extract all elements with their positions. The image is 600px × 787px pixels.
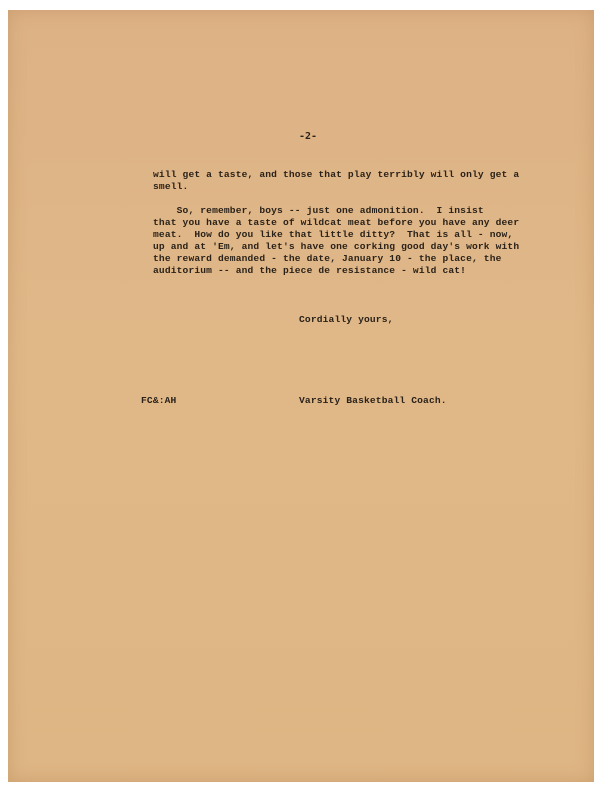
paragraph-2-line-4: up and at 'Em, and let's have one corking good day's work with <box>153 241 520 252</box>
signature-title: Varsity Basketball Coach. <box>299 395 447 406</box>
paragraph-1-line-2: smell. <box>153 181 189 192</box>
initials: FC&:AH <box>141 395 177 406</box>
paragraph-1-line-1: will get a taste, and those that play terribly will only get a <box>153 169 520 180</box>
paragraph-2-line-3: meat. How do you like that little ditty? That is all - now, <box>153 229 514 240</box>
letter-page <box>8 10 594 782</box>
paragraph-2-line-2: that you have a taste of wildcat meat before you have any deer <box>153 217 520 228</box>
page-number: -2- <box>299 131 318 142</box>
paragraph-2-line-6: auditorium -- and the piece de resistance - wild cat! <box>153 265 467 276</box>
paragraph-2-line-1: So, remember, boys -- just one admonition. I insist <box>153 205 484 216</box>
paragraph-2-line-5: the reward demanded - the date, January 10 - the place, the <box>153 253 502 264</box>
closing: Cordially yours, <box>299 314 394 325</box>
